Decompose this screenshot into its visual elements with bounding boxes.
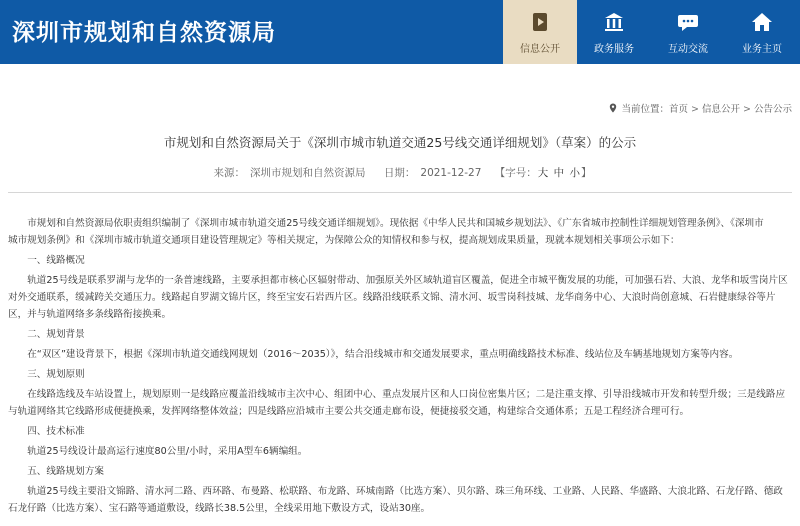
date-value: 2021-12-27: [420, 167, 482, 179]
paragraph-line: 在线路选线及车站设置上，规划原则一是线路应覆盖沿线城市主次中心、组团中心、重点发展片区和人口岗位密集片区；二是注重支撑、引导沿线城市开发和转型升级；三是线路应: [27, 389, 786, 400]
intro-paragraph: [8, 215, 793, 249]
paragraph-line: 区，并与轨道网络多条线路衔接换乘。: [8, 309, 172, 320]
breadcrumb-separator: >: [743, 104, 751, 115]
section-paragraph: [8, 443, 793, 460]
section-paragraph: [8, 483, 793, 517]
breadcrumb-announcements[interactable]: 公告公示: [753, 104, 792, 115]
source-value: 深圳市规划和自然资源局: [250, 167, 366, 179]
breadcrumb: [608, 101, 793, 115]
section-heading: 二、规划背景: [27, 329, 85, 340]
title-divider: [8, 192, 792, 193]
font-size-close: 】: [580, 167, 592, 179]
intro-line: 城市规划条例》和《深圳市城市轨道交通项目建设管理规定》等相关规定，为保障公众的知情权和参与权，提高规划成果质量，现就本规划相关事项公示如下：: [8, 235, 680, 246]
nav-item-interaction[interactable]: [651, 0, 725, 64]
nav-label-interaction: 互动交流: [668, 44, 708, 55]
section-paragraph: [8, 272, 793, 323]
article-body: [8, 215, 793, 517]
section-heading: 一、线路概况: [27, 255, 85, 266]
paragraph-line: 在“双区”建设背景下，根据《深圳市轨道交通线网规划（2016～2035）》，结合沿线城市和交通发展要求，重点明确线路技术标准、线站位及车辆基地规划方案等内容。: [27, 349, 739, 360]
site-title[interactable]: 深圳市规划和自然资源局: [12, 19, 276, 46]
date-label: 日期：: [383, 167, 416, 179]
intro-line: 市规划和自然资源局依职责组织编制了《深圳市城市轨道交通25号线交通详细规划》。现依据《中华人民共和国城乡规划法》、《广东省城市控制性详细规划管理条例》、《深圳市: [27, 218, 764, 229]
nav-label-business-home: 业务主页: [742, 44, 782, 55]
paragraph-line: 石龙仔路（比选方案）、宝石路等通道敷设，线路长38.5公里，全线采用地下敷设方式，设站30座。: [8, 503, 431, 514]
breadcrumb-info-disclosure[interactable]: 信息公开: [702, 104, 741, 115]
article-meta: [0, 165, 800, 180]
breadcrumb-home[interactable]: 首页: [669, 104, 689, 115]
font-size-large[interactable]: 大: [537, 167, 549, 179]
building-icon: [602, 10, 626, 34]
breadcrumb-separator: >: [691, 104, 699, 115]
nav-label-info-disclosure: 信息公开: [520, 44, 560, 55]
breadcrumb-prefix: 当前位置：: [621, 104, 670, 115]
location-pin-icon: [608, 103, 618, 113]
nav-item-business-home[interactable]: [725, 0, 799, 64]
font-size-small[interactable]: 小: [569, 167, 580, 179]
document-icon: [528, 10, 552, 34]
nav-item-info-disclosure[interactable]: [503, 0, 577, 64]
section-heading: 五、线路规划方案: [27, 466, 104, 477]
site-header: [0, 0, 800, 64]
article-title: 市规划和自然资源局关于《深圳市城市轨道交通25号线交通详细规划》（草案）的公示: [163, 135, 637, 150]
paragraph-line: 轨道25号线设计最高运行速度80公里/小时，采用A型车6辆编组。: [27, 446, 308, 457]
paragraph-line: 与轨道网络其它线路形成便捷换乘，发挥网络整体效益；四是线路应沿城市主要公共交通走廊布设，便捷接驳交通，构建综合交通体系；五是工程经济合理可行。: [8, 406, 690, 417]
section-paragraph: [8, 386, 793, 420]
source-label: 来源：: [213, 167, 246, 179]
chat-icon: [676, 10, 700, 34]
paragraph-line: 对外交通联系，缓减跨关交通压力。线路起自罗湖文锦片区，终至宝安石岩西片区。线路沿线联系文锦、清水河、坂雪岗科技城、龙华商务中心、大浪时尚创意城、石岩健康绿谷等片: [8, 292, 776, 303]
section-heading: 三、规划原则: [27, 369, 85, 380]
nav-label-government-services: 政务服务: [594, 44, 634, 55]
font-size-medium[interactable]: 中: [553, 167, 565, 179]
nav-item-government-services[interactable]: [577, 0, 651, 64]
home-icon: [750, 10, 774, 34]
section-paragraph: [8, 346, 793, 363]
paragraph-line: 轨道25号线是联系罗湖与龙华的一条普速线路，主要承担都市核心区辐射带动、加强原关外区域轨道盲区覆盖，促进全市城平衡发展的功能，可加强石岩、大浪、龙华和坂雪岗片区: [27, 275, 788, 286]
section-heading: 四、技术标准: [27, 426, 85, 437]
paragraph-line: 轨道25号线主要沿文锦路、清水河二路、西环路、布曼路、松联路、布龙路、环城南路（比选方案）、贝尔路、珠三角环线、工业路、人民路、华盛路、大浪北路、石龙仔路、德政: [27, 486, 783, 497]
font-size-label: 【字号：: [494, 167, 537, 179]
